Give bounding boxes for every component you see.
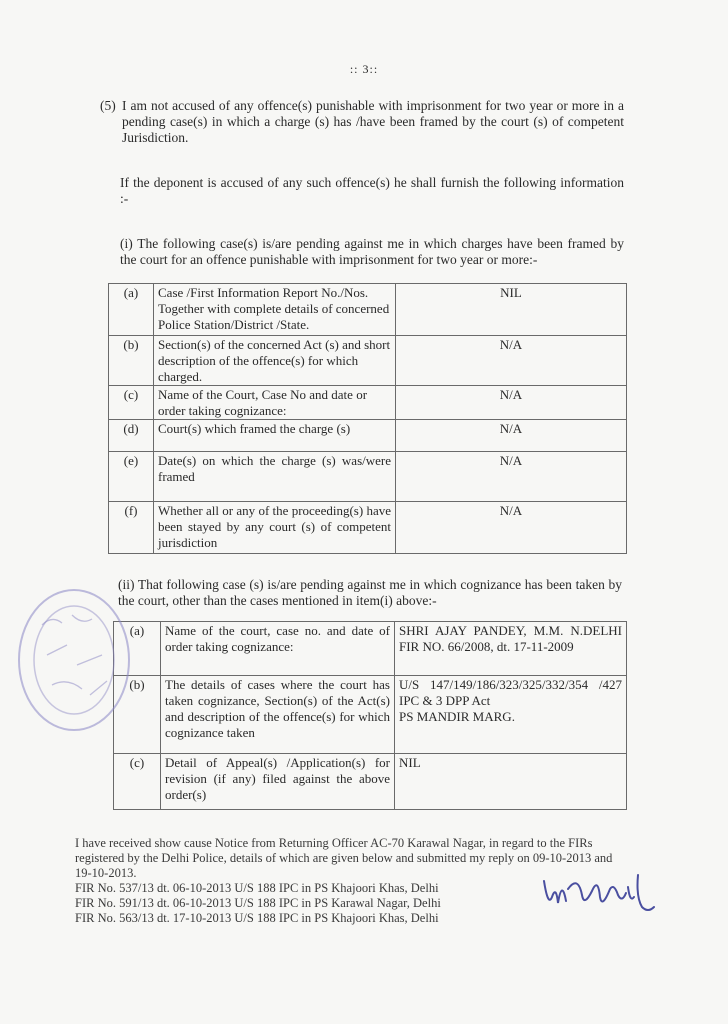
row-value: NIL [395, 754, 627, 810]
page-number: :: 3:: [349, 62, 379, 76]
sections-text: U/S 147/149/186/323/325/332/354 /427 IPC & 3 DPP Act [399, 677, 622, 708]
row-value: N/A [396, 420, 627, 452]
official-seal-stamp-icon [12, 585, 132, 735]
row-label: (c) [114, 754, 161, 810]
row-label: (d) [109, 420, 154, 452]
row-value: N/A [396, 336, 627, 386]
paragraph-5-number: (5) [100, 98, 116, 113]
fir-line: FIR No. 537/13 dt. 06-10-2013 U/S 188 IPC in PS Khajoori Khas, Delhi [75, 881, 439, 895]
table-row [109, 336, 627, 386]
row-description: Date(s) on which the charge (s) was/were framed [154, 452, 396, 502]
row-value: N/A [396, 386, 627, 420]
row-description: Detail of Appeal(s) /Application(s) for revision (if any) filed against the above order(s) [161, 754, 395, 810]
row-label: (f) [109, 502, 154, 554]
row-value [395, 622, 627, 676]
row-value: N/A [396, 502, 627, 554]
row-description: Case /First Information Report No./Nos. Together with complete details of concerned Police Station/District /State. [154, 284, 396, 336]
row-label: (b) [109, 336, 154, 386]
cognizance-table [113, 621, 627, 810]
row-description: The details of cases where the court has taken cognizance, Section(s) of the Act(s) and description of the offence(s) for which cognizance taken [161, 676, 395, 754]
table-row [114, 622, 627, 676]
row-description: Court(s) which framed the charge (s) [154, 420, 396, 452]
row-label: (e) [109, 452, 154, 502]
table-row [109, 386, 627, 420]
fir-line: FIR No. 563/13 dt. 17-10-2013 U/S 188 IPC in PS Khajoori Khas, Delhi [75, 911, 439, 925]
row-description: Name of the Court, Case No and date or order taking cognizance: [154, 386, 396, 420]
police-station: PS MANDIR MARG. [399, 709, 515, 724]
court-name: SHRI AJAY PANDEY, M.M. N.DELHI [399, 623, 622, 638]
charges-framed-table [108, 283, 627, 554]
row-description: Name of the court, case no. and date of order taking cognizance: [161, 622, 395, 676]
item-i-intro: (i) The following case(s) is/are pending against me in which charges have been framed by the court for an offence punishable with imprisonment for two year or more:- [120, 236, 624, 267]
signature-icon [538, 867, 658, 923]
notice-text: I have received show cause Notice from Returning Officer AC-70 Karawal Nagar, in regard to the FIRs registered by the Delhi Police, details of which are given below and submitted my reply on 09-10-2013 and 19-10-2013. [75, 836, 613, 880]
row-value: N/A [396, 452, 627, 502]
row-label: (a) [114, 622, 161, 676]
row-label: (a) [109, 284, 154, 336]
table-row [109, 284, 627, 336]
fir-line: FIR No. 591/13 dt. 06-10-2013 U/S 188 IPC in PS Karawal Nagar, Delhi [75, 896, 441, 910]
item-ii-intro: (ii) That following case (s) is/are pending against me in which cognizance has been taken by the court, other than the cases mentioned in item(i) above:- [118, 577, 622, 608]
table-row [109, 502, 627, 554]
table-row [114, 676, 627, 754]
paragraph-5-text: I am not accused of any offence(s) punishable with imprisonment for two year or more in a pending case(s) in which a charge (s) has /have been framed by the court (s) of competent Jurisdiction. [122, 98, 624, 145]
row-label: (c) [109, 386, 154, 420]
row-value: NIL [396, 284, 627, 336]
fir-reference: FIR NO. 66/2008, dt. 17-11-2009 [399, 639, 574, 654]
row-label: (b) [114, 676, 161, 754]
paragraph-5 [100, 98, 624, 146]
table-row [114, 754, 627, 810]
table-row [109, 420, 627, 452]
deponent-instruction: If the deponent is accused of any such offence(s) he shall furnish the following information :- [120, 175, 624, 206]
row-description: Section(s) of the concerned Act (s) and short description of the offence(s) for which charged. [154, 336, 396, 386]
table-row [109, 452, 627, 502]
row-description: Whether all or any of the proceeding(s) have been stayed by any court (s) of competent jurisdiction [154, 502, 396, 554]
row-value [395, 676, 627, 754]
